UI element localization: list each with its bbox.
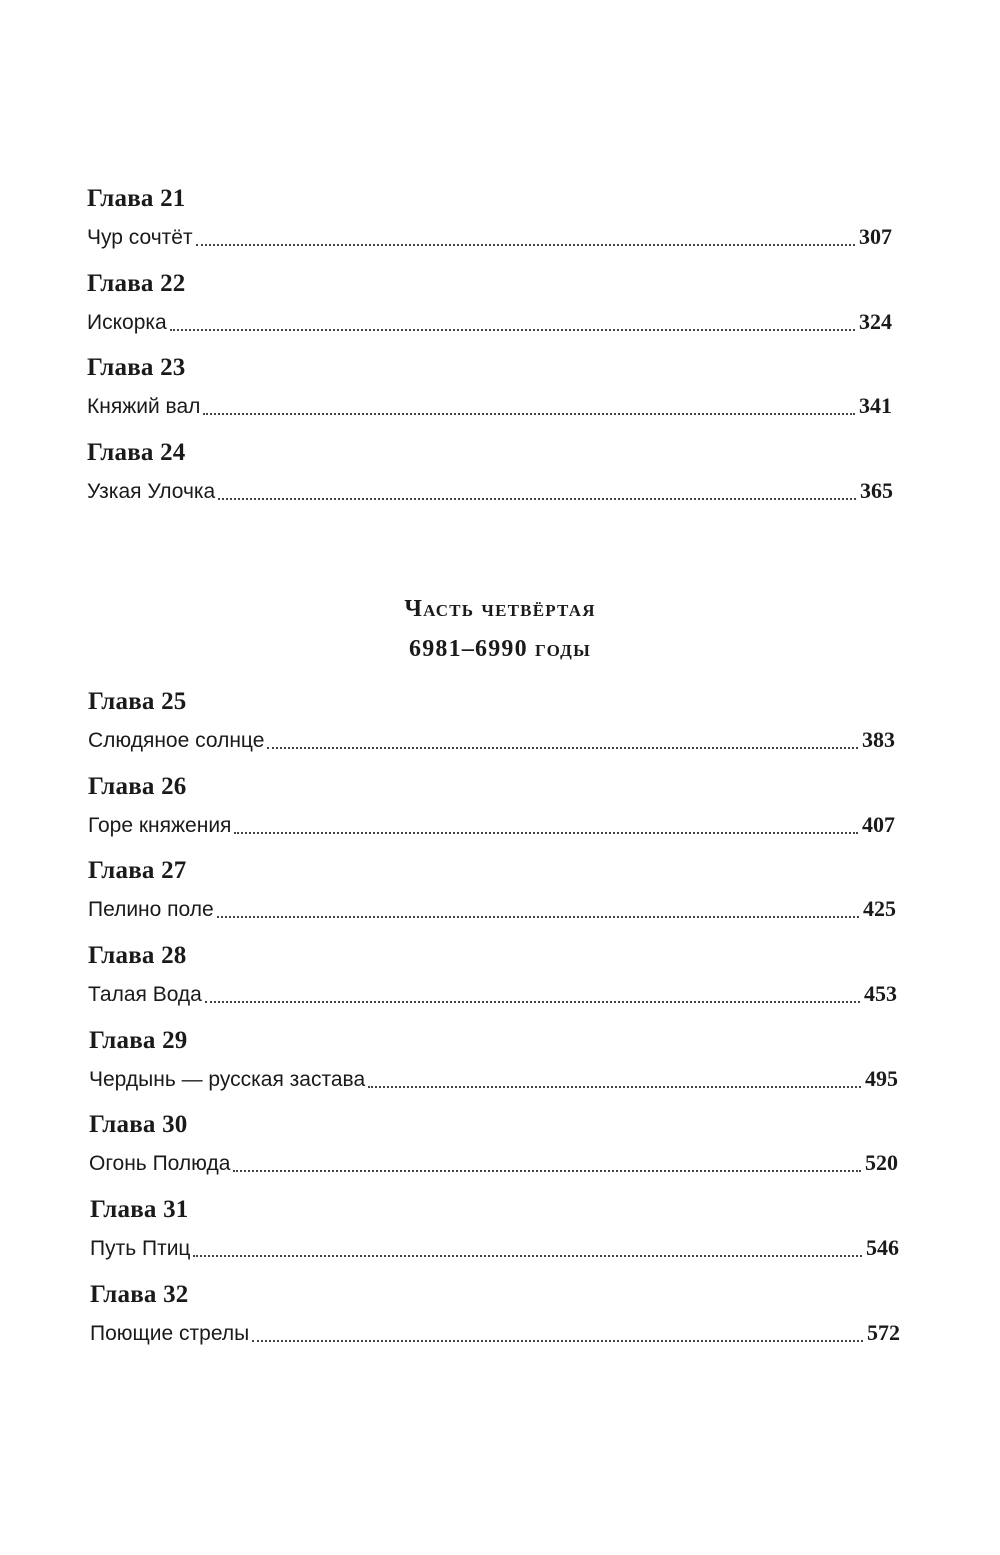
toc-title-line	[88, 894, 896, 924]
toc-entry-chapter-25[interactable]	[88, 687, 895, 757]
chapter-heading: Глава 23	[87, 354, 186, 381]
dot-leader	[368, 1086, 861, 1088]
chapter-title: Огонь Полюда	[89, 1152, 231, 1175]
toc-title-line	[89, 1148, 898, 1178]
chapter-title: Искорка	[87, 311, 167, 334]
toc-entry-chapter-21[interactable]	[87, 184, 892, 254]
part-years: 6981–6990 годы	[409, 636, 591, 662]
chapter-title: Путь Птиц	[90, 1237, 191, 1260]
toc-entry-chapter-28[interactable]	[88, 941, 897, 1011]
chapter-heading: Глава 29	[89, 1027, 188, 1054]
dot-leader	[203, 413, 855, 415]
dot-leader	[218, 498, 856, 500]
chapter-heading: Глава 26	[88, 773, 187, 800]
chapter-heading: Глава 32	[90, 1281, 189, 1308]
chapter-heading: Глава 24	[87, 439, 186, 466]
chapter-title: Чердынь — русская застава	[89, 1068, 366, 1091]
toc-title-line	[90, 1318, 900, 1348]
chapter-title: Талая Вода	[88, 983, 202, 1006]
toc-title-line	[89, 1064, 898, 1094]
toc-entry-chapter-27[interactable]	[88, 856, 896, 926]
page-number: 341	[859, 393, 892, 418]
chapter-title: Пелино поле	[88, 898, 214, 921]
chapter-heading: Глава 27	[88, 857, 187, 884]
page-number: 453	[864, 981, 897, 1006]
toc-title-line	[90, 1233, 899, 1263]
toc-entry-chapter-31[interactable]	[90, 1195, 899, 1265]
chapter-heading: Глава 30	[89, 1111, 188, 1138]
dot-leader	[267, 747, 858, 749]
chapter-title: Чур сочтёт	[87, 226, 193, 249]
chapter-title: Поющие стрелы	[90, 1322, 250, 1345]
toc-title-line	[87, 222, 892, 252]
page-number: 546	[866, 1235, 899, 1260]
toc-entry-chapter-23[interactable]	[87, 353, 892, 423]
toc-title-line	[88, 725, 895, 755]
dot-leader	[234, 832, 858, 834]
page-number: 365	[860, 478, 893, 503]
page-number: 324	[859, 309, 892, 334]
toc-entry-chapter-30[interactable]	[89, 1110, 898, 1180]
dot-leader	[170, 329, 855, 331]
chapter-heading: Глава 22	[87, 270, 186, 297]
toc-title-line	[88, 979, 897, 1009]
dot-leader	[217, 916, 859, 918]
chapter-title: Княжий вал	[87, 395, 201, 418]
dot-leader	[196, 244, 855, 246]
toc-entry-chapter-24[interactable]	[87, 438, 893, 508]
dot-leader	[233, 1170, 861, 1172]
chapter-title: Слюдяное солнце	[88, 729, 265, 752]
page-number: 383	[862, 727, 895, 752]
page-number: 572	[867, 1320, 900, 1345]
chapter-heading: Глава 28	[88, 942, 187, 969]
chapter-heading: Глава 31	[90, 1196, 189, 1223]
toc-title-line	[87, 476, 893, 506]
part-title: Часть четвёртая	[404, 596, 596, 622]
page-number: 307	[859, 224, 892, 249]
toc-entry-chapter-26[interactable]	[88, 772, 895, 842]
chapter-title: Узкая Улочка	[87, 480, 216, 503]
chapter-title: Горе княжения	[88, 814, 232, 837]
toc-title-line	[87, 391, 892, 421]
toc-entry-chapter-22[interactable]	[87, 269, 892, 339]
page-number: 495	[865, 1066, 898, 1091]
page-number: 425	[863, 896, 896, 921]
chapter-heading: Глава 25	[88, 688, 187, 715]
page-number: 520	[865, 1150, 898, 1175]
dot-leader	[252, 1340, 863, 1342]
dot-leader	[205, 1001, 860, 1003]
chapter-heading: Глава 21	[87, 185, 186, 212]
dot-leader	[193, 1255, 862, 1257]
toc-entry-chapter-32[interactable]	[90, 1280, 900, 1350]
toc-entry-chapter-29[interactable]	[89, 1026, 898, 1096]
toc-title-line	[87, 307, 892, 337]
toc-title-line	[88, 810, 895, 840]
page-number: 407	[862, 812, 895, 837]
